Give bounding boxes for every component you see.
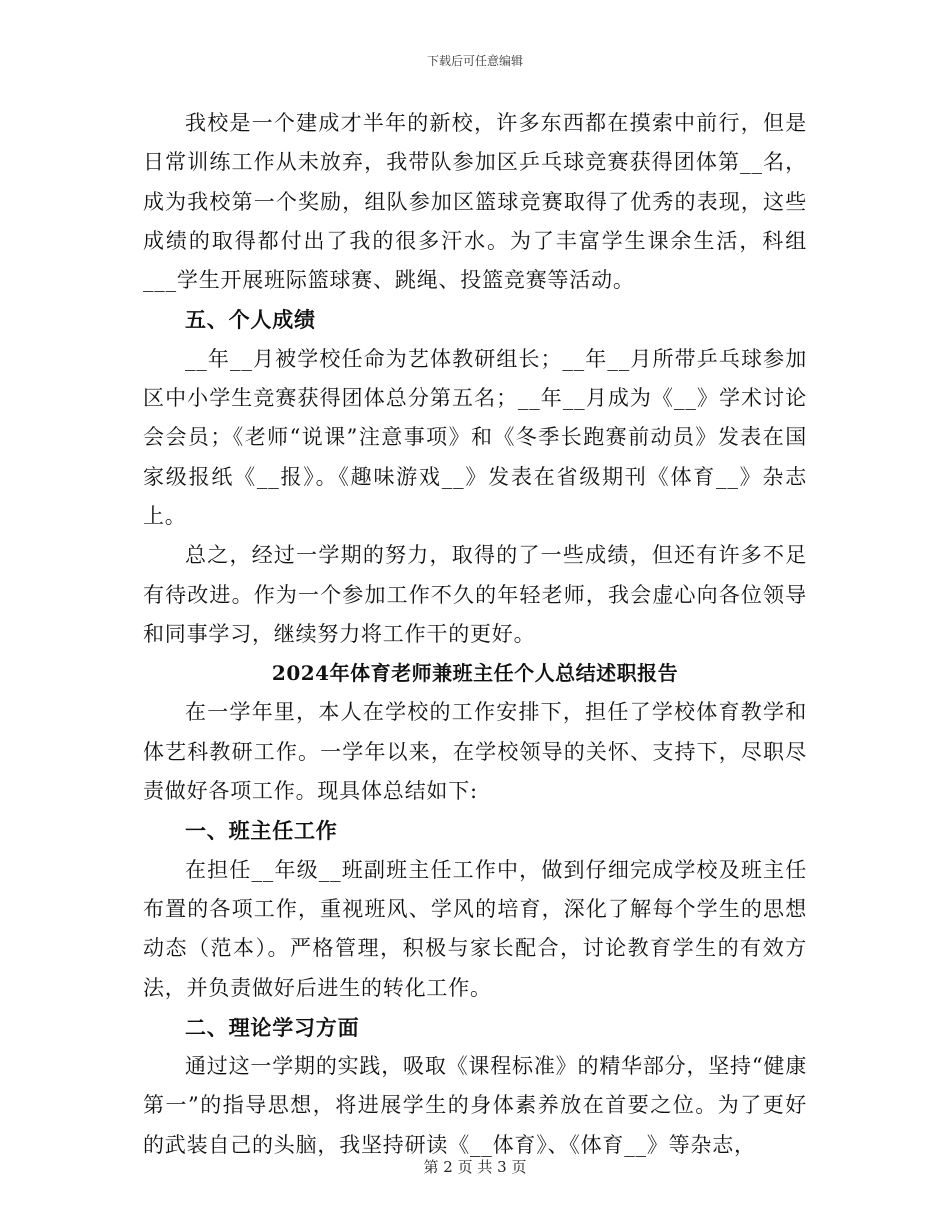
page-header-note: 下载后可任意编辑 — [426, 54, 523, 68]
heading-head-teacher-work: 一、班主任工作 — [185, 818, 338, 844]
paragraph-summary: 总之，经过一学期的努力，取得的了一些成绩，但还有许多不足有待改进。作为一个参加工作不久的年轻老师，我会虚心向各位领导和同事学习，继续努力将工作干的更好。 — [143, 543, 807, 646]
paragraph-theory-study: 通过这一学期的实践，吸取《课程标准》的精华部分，坚持“健康第一”的指导思想，将进展学生的身体素养放在首要之位。为了更好的武装自己的头脑，我坚持研读《__体育》、《体育__》等杂志， — [143, 1054, 807, 1157]
paragraph-head-teacher-work: 在担任__年级__班副班主任工作中，做到仔细完成学校及班主任布置的各项工作，重视班风、学风的培育，深化了解每个学生的思想动态（范本）。严格管理，积极与家长配合，讨论教育学生的有效方法，并负责做好后进生的转化工作。 — [143, 857, 807, 1000]
paragraph-achievements: __年__月被学校任命为艺体教研组长；__年__月所带乒乓球参加区中小学生竞赛获得团体总分第五名；__年__月成为《__》学术讨论会会员；《老师“说课”注意事项》和《冬季长跑赛前动员》发表在国家级报纸《__报》。《趣味游戏__》发表在省级期刊《体育__》杂志上。 — [143, 346, 807, 528]
paragraph-training: 我校是一个建成才半年的新校，许多东西都在摸索中前行，但是日常训练工作从未放弃，我带队参加区乒乓球竞赛获得团体第__名，成为我校第一个奖励，组队参加区篮球竞赛取得了优秀的表现，这些成绩的取得都付出了我的很多汗水。为了丰富学生课余生活，科组___学生开展班际篮球赛、跳绳、投篮竞赛等活动。 — [143, 111, 807, 293]
paragraph-intro: 在一学年里，本人在学校的工作安排下，担任了学校体育教学和体艺科教研工作。一学年以来，在学校领导的关怀、支持下，尽职尽责做好各项工作。现具体总结如下: — [143, 700, 807, 804]
document-body — [143, 104, 807, 1165]
page-number: 第 2 页 共 3 页 — [423, 1158, 527, 1176]
heading-theory-study: 二、理论学习方面 — [185, 1014, 360, 1040]
heading-personal-achievements: 五、个人成绩 — [185, 307, 316, 333]
report-title: 2024年体育老师兼班主任个人总结述职报告 — [271, 661, 679, 686]
